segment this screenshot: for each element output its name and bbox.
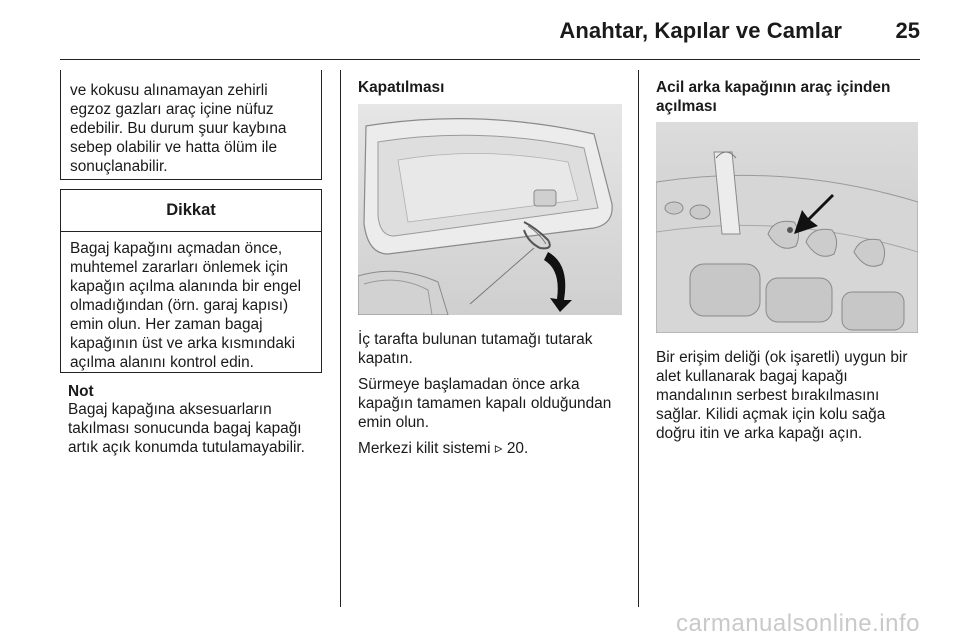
section-heading-emergency: Acil arka kapağının araç içinden: [656, 79, 891, 96]
note-title: Not: [68, 383, 94, 400]
warning-line: edebilir. Bu durum şuur kaybına: [70, 120, 287, 137]
emergency-line: Bir erişim deliği (ok işaretli) uygun bir: [656, 349, 908, 366]
caution-body: [61, 232, 321, 372]
page-number: 25: [895, 18, 920, 43]
emergency-text: [656, 348, 928, 443]
xref-text: Merkezi kilit sistemi: [358, 440, 495, 457]
closing-para2-line: Sürmeye başlamadan önce arka: [358, 376, 580, 393]
closing-section: [358, 78, 633, 97]
tailgate-closing-illustration: [358, 104, 622, 315]
closing-para2-line: kapağın tamamen kapalı olduğundan: [358, 395, 612, 412]
caution-line: emin olun. Her zaman bagaj: [70, 316, 263, 333]
note-line: Bagaj kapağına aksesuarların: [68, 401, 272, 418]
xref-page[interactable]: 20.: [506, 440, 529, 457]
warning-line: ve kokusu alınamayan zehirli: [70, 82, 268, 99]
caution-line: muhtemel zararları önlemek için: [70, 259, 289, 276]
note-block: [68, 383, 336, 457]
caution-line: olmadığından (örn. garaj kapısı): [70, 297, 289, 314]
caution-line: kapağının üst ve arka kısmındaki: [70, 335, 295, 352]
section-heading-closing: Kapatılması: [358, 79, 445, 96]
caution-line: kapağın açılma alanında bir engel: [70, 278, 302, 295]
emergency-line: mandalının serbest bırakılmasını: [656, 387, 880, 404]
xref-arrow-icon: ▹: [494, 440, 503, 457]
emergency-release-illustration: [656, 122, 918, 333]
emergency-line: doğru itin ve arka kapağı açın.: [656, 425, 863, 442]
emergency-section: [656, 78, 928, 116]
note-line: takılması sonucunda bagaj kapağı: [68, 420, 302, 437]
closing-para1-line: İç tarafta bulunan tutamağı tutarak: [358, 331, 593, 348]
closing-para2-line: emin olun.: [358, 414, 430, 431]
caution-heading: Dikkat: [61, 190, 321, 232]
section-heading-emergency: açılması: [656, 98, 717, 115]
caution-box: [60, 189, 322, 373]
caution-line: açılma alanını kontrol edin.: [70, 354, 254, 371]
warning-line: sebep olabilir ve hatta ölüm ile: [70, 139, 278, 156]
emergency-line: alet kullanarak bagaj kapağı: [656, 368, 848, 385]
warning-line: egzoz gazları araç içine nüfuz: [70, 101, 274, 118]
closing-para1-line: kapatın.: [358, 350, 413, 367]
cross-reference: [358, 439, 633, 458]
closing-text: [358, 330, 633, 458]
column-divider-1: [340, 70, 341, 607]
caution-line: Bagaj kapağını açmadan önce,: [70, 240, 283, 257]
page-title: Anahtar, Kapılar ve Camlar: [559, 18, 842, 43]
emergency-line: sağlar. Kilidi açmak için kolu sağa: [656, 406, 886, 423]
note-line: artık açık konumda tutulamayabilir.: [68, 439, 305, 456]
warning-line: sonuçlanabilir.: [70, 158, 168, 175]
watermark: carmanualsonline.info: [676, 610, 920, 637]
header-divider: [60, 59, 920, 60]
column-divider-2: [638, 70, 639, 607]
warning-box-continuation: [60, 70, 322, 180]
